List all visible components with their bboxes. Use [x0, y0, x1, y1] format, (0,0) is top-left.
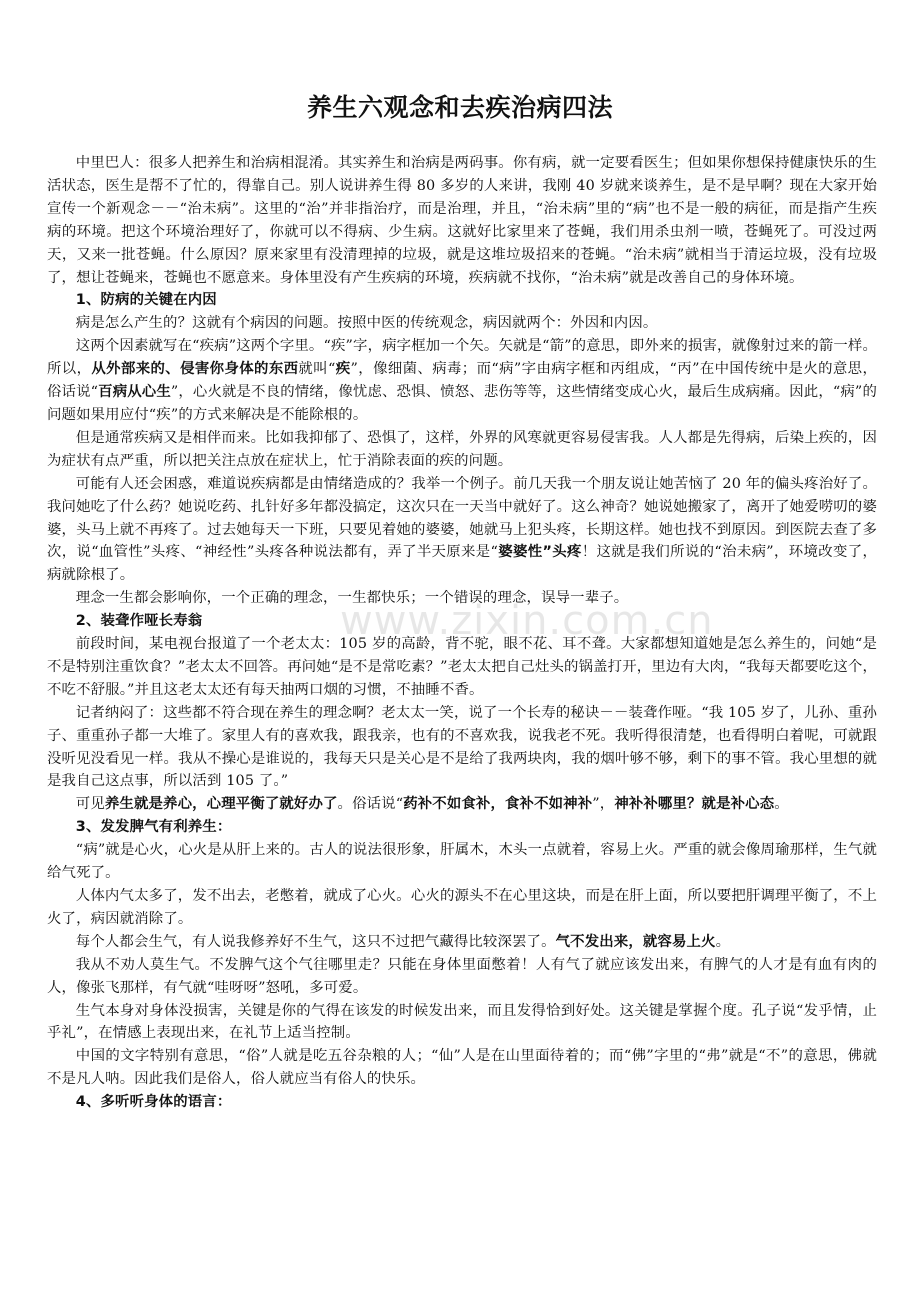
section-3-paragraph [47, 931, 877, 954]
section-3-paragraph: 人体内气太多了，发不出去，老憋着，就成了心火。心火的源头不在心里这块，而是在肝上面，所以要把肝调理平衡了，不上火了，病因就消除了。 [47, 888, 877, 927]
section-2-paragraph: 前段时间，某电视台报道了一个老太太：105 岁的高龄，背不驼，眼不花、耳不聋。大家都想知道她是怎么养生的，问她“是不是特别注重饮食？”老太太不回答。再问她“是不是常吃素？”老太太把自己灶头的锅盖打开，里边有大肉，“我每天都要吃这个，不吃不舒服。”并且这老太太还有每天抽两口烟的习惯，不抽睡不香。 [47, 636, 877, 698]
section-1-paragraph: 但是通常疾病又是相伴而来。比如我抑郁了、恐惧了，这样，外界的风寒就更容易侵害我。人人都是先得病，后染上疾的，因为症状有点严重，所以把关注点放在症状上，忙于消除表面的疾的问题。 [47, 429, 877, 469]
text-run: 可见 [75, 796, 105, 813]
section-2-paragraph [47, 793, 877, 816]
text-run: 。 [715, 933, 731, 950]
bold-text: 百病从心生 [98, 384, 171, 401]
section-2-heading: 2、装聋作哑长寿翁 [75, 613, 203, 630]
text-run: 这两个因素就写在“疾病”这两个字里。“疾”字，病字框加一个矢。矢就是“箭”的意思，即外来的损害，就像射过来的箭一样。所以， [47, 338, 877, 378]
section-3-paragraph: “病”就是心火，心火是从肝上来的。古人的说法很形象，肝属木，木头一点就着，容易上火。严重的就会像周瑜那样，生气就给气死了。 [47, 842, 877, 882]
bold-text: 疾 [335, 361, 351, 378]
bold-text: 神补补哪里？就是补心态 [614, 796, 775, 813]
bold-text: 从外部来的、侵害你身体的东西 [91, 361, 299, 378]
section-1-paragraph: 病是怎么产生的？这就有个病因的问题。按照中医的传统观念，病因就两个：外因和内因。 [75, 315, 658, 332]
section-1-heading: 1、防病的关键在内因 [75, 292, 217, 309]
document-body [47, 152, 877, 1114]
text-run: ”，心火就是不良的情绪，像忧虑、恐惧、愤怒、悲伤等等，这些情绪变成心火，最后生成病痛。因此，“病”的问题如果用应付“疾”的方式来解决是不能除根的。 [47, 384, 877, 423]
text-run: 可能有人还会困惑，难道说疾病都是由情绪造成的？我举一个例子。前几天我一个朋友说让她苦恼了 20 年的偏头疼治好了。我问她吃了什么药？她说吃药、扎针好多年都没搞定，这次只在一天当中就好了。这么神奇？她说她搬家了，离开了她爱唠叨的婆婆，头马上就不再疼了。过去她每天一下班，只要见着她的婆婆，她就马上犯头疼，长期这样。她也找不到原因。到医院去查了多次，说“血管性”头疼、“神经性”头疼各种说法都有，弄了半天原来是“ [47, 475, 877, 561]
section-1-paragraph [47, 473, 877, 588]
watermark: www.zixin.com.cn [340, 598, 714, 644]
document-title: 养生六观念和去疾治病四法 [306, 93, 613, 122]
bold-text: 婆婆性”头疼 [498, 544, 582, 561]
section-1-paragraph [47, 335, 877, 427]
text-run: 就叫“ [298, 361, 336, 378]
intro-paragraph: 中里巴人：很多人把养生和治病相混淆。其实养生和治病是两码事。你有病，就一定要看医生；但如果你想保持健康快乐的生活状态，医生是帮不了忙的，得靠自己。别人说讲养生得 80 多岁的人来讲，我刚 40 岁就来谈养生，是不是早啊？现在大家开始宣传一个新观念－－“治未病”。这里的“治”并非指治疗，而是治理，并且，“治未病”里的“病”也不是一般的病征，而是指产生疾病的环境。把这个环境治理好了，你就可以不得病、少生病。这就好比家里来了苍蝇，我们用杀虫剂一喷，苍蝇死了。可没过两天，又来一批苍蝇。什么原因？原来家里有没清理掉的垃圾，就是这堆垃圾招来的苍蝇。“治未病”就相当于清运垃圾，没有垃圾了，想让苍蝇来，苍蝇也不愿意来。身体里没有产生疾病的环境，疾病就不找你，“治未病”就是改善自己的身体环境。 [47, 155, 877, 286]
section-2-paragraph: 记者纳闷了：这些都不符合现在养生的理念啊？老太太一笑，说了一个长寿的秘诀－－装聋作哑。“我 105 岁了，儿孙、重孙子、重重孙子都一大堆了。家里人有的喜欢我，跟我亲，也有的不喜欢我，说我老不死。我听得很清楚，也看得明白着呢，可就跟没听见没看见一样。我从不操心是谁说的，我每天只是关心是不是给了我两块肉，我的烟叶够不够，剩下的事不管。我心里想的就是我自己这点事，所以活到 105 了。” [47, 704, 877, 790]
text-run: ”，像细菌、病毒；而“病”字由病字框和丙组成，“丙”在中国传统中是火的意思，俗话说“ [47, 361, 878, 401]
bold-text: 养生就是养心，心理平衡了就好办了 [104, 796, 338, 813]
bold-text: 气不发出来，就容易上火 [555, 933, 716, 950]
section-4-heading: 4、多听听身体的语言： [75, 1094, 232, 1111]
text-run: ”， [592, 796, 615, 813]
text-run: 。俗话说“ [337, 796, 404, 813]
text-run: 。 [774, 796, 789, 813]
bold-text: 药补不如食补，食补不如神补 [403, 796, 593, 813]
text-run: ！这就是我们所说的“治未病”，环境改变了，病就除根了。 [47, 544, 877, 584]
section-1-paragraph: 理念一生都会影响你，一个正确的理念，一生都快乐；一个错误的理念，误导一辈子。 [75, 590, 629, 607]
section-3-paragraph: 生气本身对身体没损害，关键是你的气得在该发的时候发出来，而且发得恰到好处。这关键是掌握个度。孔子说“发乎情，止乎礼”，在情感上表现出来，在礼节上适当控制。 [47, 1002, 877, 1042]
section-3-heading: 3、发发脾气有利养生： [75, 819, 232, 836]
section-3-paragraph: 我从不劝人莫生气。不发脾气这个气往哪里走？只能在身体里面憋着！人有气了就应该发出来，有脾气的人才是有血有肉的人，像张飞那样，有气就“哇呀呀”怒吼，多可爱。 [47, 956, 877, 996]
section-3-paragraph: 中国的文字特别有意思，“俗”人就是吃五谷杂粮的人；“仙”人是在山里面待着的；而“佛”字里的“弗”就是“不”的意思，佛就不是凡人呐。因此我们是俗人，俗人就应当有俗人的快乐。 [47, 1048, 877, 1088]
text-run: 每个人都会生气，有人说我修养好不生气，这只不过把气藏得比较深罢了。 [75, 933, 556, 950]
